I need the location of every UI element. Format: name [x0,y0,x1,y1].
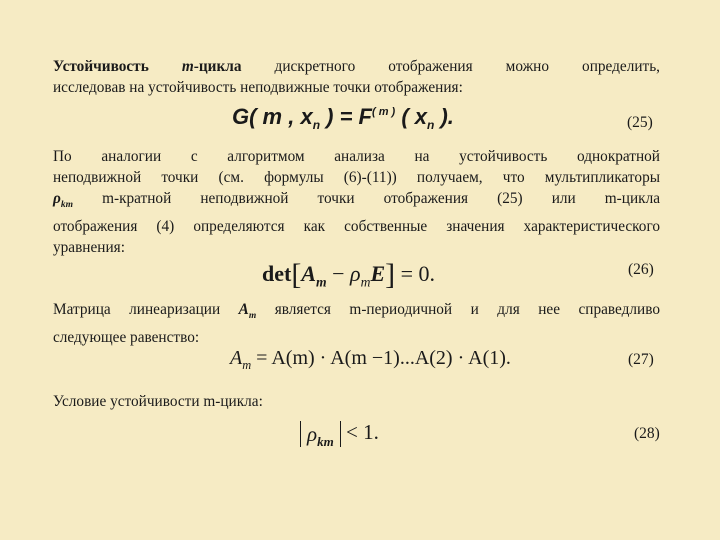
analogy-line-3-rest: m-кратной неподвижной точки отображения (25) или m-цикла [73,190,660,207]
analogy-line-5: уравнения: [53,239,125,257]
equation-26 [262,258,435,292]
condition-line-1: Условие устойчивости m-цикла: [53,393,263,410]
equation-26-number: (26) [628,261,654,278]
eq26-E: E [370,261,386,286]
analogy-line-2: неподвижной точки (см. формулы (6)-(11)) получаем, что мультипликаторы [53,169,660,186]
eq26-A-sub: m [316,274,327,290]
eq25-rhs-sub: n [427,118,435,132]
eq25-lhs-end: ) = F [320,104,372,129]
analogy-line-1: По аналогии с алгоритмом анализа на устойчивость однократной [53,148,660,165]
matrix-A-sub: m [248,311,257,322]
eq25-lhs-sub: n [312,118,321,132]
eq26-end: = 0. [395,261,436,286]
linearization-text-b: является m-периодичной и для нее справедливо [256,301,660,318]
paragraph-intro [53,56,660,98]
term-m: m [181,58,194,75]
eq25-lhs: G( m , x [232,104,313,129]
matrix-A: A [238,301,249,318]
eq27-A-sub: m [242,358,252,372]
equation-28-number: (28) [634,425,660,442]
equation-25-number: (25) [627,114,653,131]
eq28-rest: < 1. [340,420,379,444]
eq28-rho: ρ [307,422,318,447]
linearization-line-1 [53,299,660,327]
left-bracket: [ [291,258,302,291]
paragraph-condition [53,391,660,412]
rho-symbol: ρ [53,190,61,207]
intro-line-1 [53,56,660,77]
paragraph-analogy [53,146,660,258]
term-cycle: -цикла [193,58,242,75]
equation-27-number: (27) [628,351,654,368]
analogy-line-3 [53,188,660,216]
intro-line-1-rest: дискретного отображения можно определить, [241,58,660,75]
eq26-det: det [262,261,292,286]
rho-sub: km [60,200,73,211]
linearization-line-2: следующее равенство: [53,329,200,347]
equation-28 [300,420,379,450]
linearization-text-a: Матрица линеаризации [53,301,239,318]
intro-line-2: исследовав на устойчивость неподвижные точки отображения: [53,79,463,96]
absolute-value [300,421,341,450]
eq27-A: A [230,347,243,369]
eq26-rho-sub: m [360,274,371,290]
eq26-rho: ρ [350,261,361,286]
eq28-rho-sub: km [317,434,334,450]
analogy-line-4: отображения (4) определяются как собственные значения характеристического [53,218,660,236]
equation-27 [230,347,511,373]
right-bracket: ] [385,258,396,291]
eq25-rhs-end: ). [434,104,454,129]
eq27-rest: = A(m) · A(m −1)...A(2) · A(1). [251,347,511,369]
term-stability: Устойчивость [53,58,149,75]
eq26-A: A [301,261,317,286]
eq25-rhs: ( x [395,104,428,129]
equation-25 [232,104,454,132]
eq25-sup: ( m ) [371,106,396,118]
paragraph-linearization [53,299,660,348]
eq26-minus: − [326,261,351,286]
